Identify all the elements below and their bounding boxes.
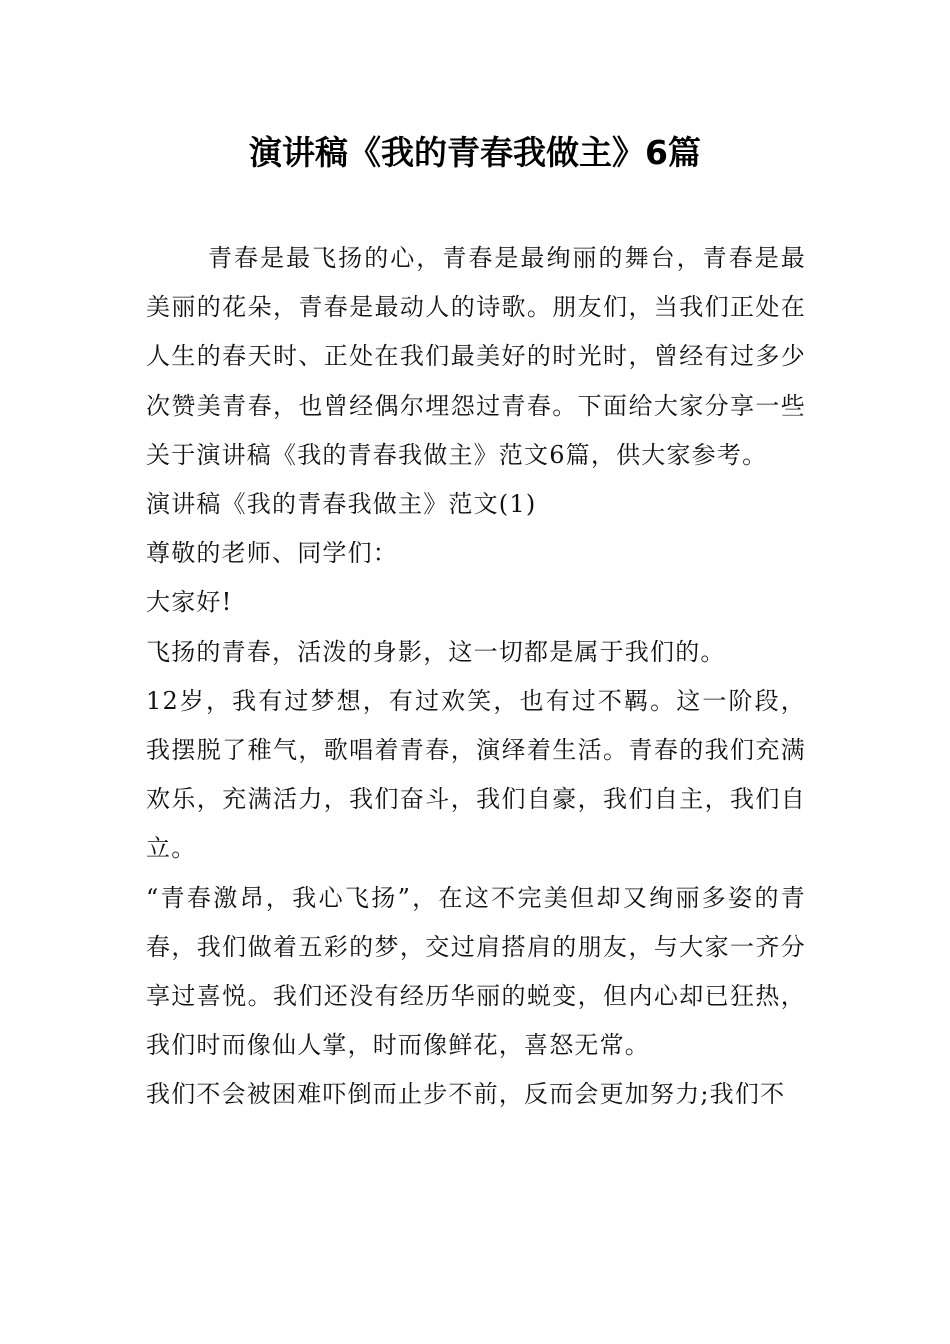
intro-paragraph: 青春是最飞扬的心，青春是最绚丽的舞台，青春是最美丽的花朵，青春是最动人的诗歌。朋友们，当我们正处在人生的春天时、正处在我们最美好的时光时，曾经有过多少次赞美青春，也曾经偶尔埋怨过青春。下面给大家分享一些关于演讲稿《我的青春我做主》范文6篇，供大家参考。 (146, 244, 806, 469)
document-body (146, 234, 806, 1120)
document-title: 演讲稿《我的青春我做主》6篇 (249, 133, 701, 172)
greeting: 大家好! (146, 588, 233, 617)
body-paragraph: “青春激昂，我心飞扬”，在这不完美但却又绚丽多姿的青春，我们做着五彩的梦，交过肩搭肩的朋友，与大家一齐分享过喜悦。我们还没有经历华丽的蜕变，但内心却已狂热，我们时而像仙人掌，时而像鲜花，喜怒无常。 (146, 883, 806, 1060)
body-paragraph: 12岁，我有过梦想，有过欢笑，也有过不羁。这一阶段，我摆脱了稚气，歌唱着青春，演绎着生活。青春的我们充满欢乐，充满活力，我们奋斗，我们自豪，我们自主，我们自立。 (146, 686, 806, 863)
body-paragraph: 我们不会被困难吓倒而止步不前，反而会更加努力;我们不 (146, 1080, 786, 1109)
body-paragraph: 飞扬的青春，活泼的身影，这一切都是属于我们的。 (146, 637, 726, 666)
salutation: 尊敬的老师、同学们： (146, 539, 398, 568)
section-heading: 演讲稿《我的青春我做主》范文(1) (146, 490, 537, 519)
